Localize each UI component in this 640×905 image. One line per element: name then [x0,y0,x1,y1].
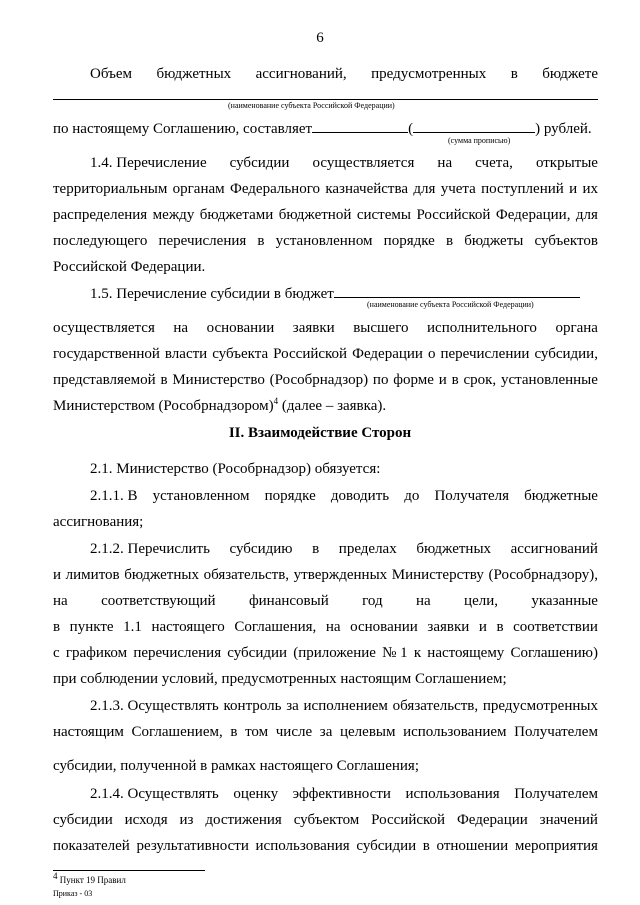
p211-line1 [53,486,598,506]
word: до [404,488,420,504]
p212-line6: при соблюдении условий, предусмотренных настоящим Соглашением; [53,671,507,687]
word: субъектов [534,233,598,249]
word: Федерации, [495,207,571,223]
amount-words-blank [413,132,535,133]
para15-line5-a: Министерством (Рособрнадзором) [53,398,274,414]
word: по [372,372,389,388]
word: представляемой [53,372,156,388]
footnote-line [53,871,126,886]
word: субъекта [212,346,269,362]
para1-line1 [53,64,598,84]
word: значений [539,812,598,828]
word: высшего [353,320,409,336]
word: в [160,372,168,388]
word: бюджетных [416,541,492,557]
p214-line2 [53,810,598,830]
word: в [230,724,238,740]
word: Российской [416,207,491,223]
word: на [53,593,68,609]
word: 2.1.3. Осуществлять [90,698,219,714]
region-caption-2: (наименование субъекта Российской Федерации) [367,300,534,309]
word: бюджетами [199,207,274,223]
word: мероприятия [514,838,598,854]
word: перечисления [133,645,222,661]
word: в [451,372,459,388]
footnote-text: Пункт 19 Правил [57,875,126,885]
para15-line2 [53,318,598,338]
word: настоящим [53,724,124,740]
word: Федерального [229,181,320,197]
word: (Рособрнадзору), [488,567,598,583]
word: Министерство [172,372,265,388]
word: обязательств, [392,698,479,714]
word: Российской [273,346,348,362]
para14-line1 [53,153,598,173]
word: (приложение [293,645,376,661]
para1-line3 [53,119,598,139]
word: обязательств, [203,567,290,583]
para1-line3-text: по настоящему Соглашению, составляет [53,121,313,137]
p213-line1 [53,696,598,716]
word: Федерации [352,346,423,362]
para15-line5 [53,396,598,416]
word: оценку [233,786,279,802]
word: за [286,698,299,714]
word: заявки [292,320,335,336]
word: субъектом [293,812,360,828]
section-heading: II. Взаимодействие Сторон [228,425,412,441]
word: субсидии [227,645,288,661]
word: числе [275,724,313,740]
word: субсидии [53,812,113,828]
word: исходя [124,812,168,828]
word: за [319,724,333,740]
word: и [569,181,578,197]
word: использования [405,786,500,802]
word: поступлений [481,181,564,197]
word: перечислении [440,346,530,362]
order-code: Приказ - 03 [53,889,93,898]
para15-line1-text: 1.5. Перечисление субсидии в бюджет [90,286,334,302]
word: 2.1.2. Перечислить [90,541,210,557]
rubles-text: ) рублей. [535,121,592,137]
word: форме [393,372,434,388]
word: указанные [531,593,598,609]
word: в [496,619,504,635]
word: бюджетной [278,207,352,223]
para14-line3 [53,205,598,225]
word: Российской [371,812,446,828]
p214-line1 [53,784,598,804]
word: Объем [90,66,132,82]
word: на [415,593,431,609]
word: Получателем [514,724,598,740]
word: Получателем [514,786,598,802]
word: соответствии [513,619,598,635]
para14-line2 [53,179,598,199]
word: порядке [264,488,316,504]
word: счета, [475,155,513,171]
word: основании [206,320,275,336]
footnote-mark: 4 [53,871,58,881]
word: на [173,320,189,336]
word: контроль [223,698,282,714]
region-caption: (наименование субъекта Российской Федерации) [228,101,395,110]
word: осуществляется [53,320,155,336]
amount-blank [312,132,408,133]
p214-line3 [53,836,598,856]
word: бюджетных [124,567,199,583]
word: ассигнований [510,541,598,557]
word: основании [350,619,418,635]
word: в [312,541,320,557]
word: отношении [436,838,509,854]
word: государственной [53,346,160,362]
word: использования [255,838,350,854]
para15-line4 [53,370,598,390]
p212-line2 [53,565,598,585]
word: перечисления [158,233,247,249]
word: из [179,812,194,828]
word: бюджеты [464,233,524,249]
word: бюджетных [156,66,232,82]
footnote-ref: 4 [273,396,279,406]
word: цели, [464,593,498,609]
word: пункте [69,619,114,635]
word: между [152,207,195,223]
word: лимитов [65,567,120,583]
word: 1.1 [123,619,142,635]
word: бюджетные [524,488,598,504]
word: графиком [65,645,128,661]
p211-line2: ассигнования; [53,514,144,530]
para15-line3 [53,344,598,364]
word: использованием [403,724,507,740]
p212-line4 [53,617,598,637]
region-blank-2 [334,297,580,298]
word: на [437,155,453,171]
word: в [445,233,454,249]
p213-line3: субсидии, полученной в рамках настоящего Соглашения; [53,758,419,774]
region-blank-line [53,99,598,100]
word: с [53,645,60,661]
word: о [427,346,436,362]
word: их [582,181,598,197]
word: год [362,593,383,609]
word: Соглашения, [234,619,317,635]
word: исполнительного [427,320,537,336]
word: установленные [501,372,598,388]
word: том [245,724,269,740]
word: ассигнований, [255,66,347,82]
word: на [325,619,341,635]
word: органам [172,181,225,197]
word: утвержденных [293,567,388,583]
word: в [510,66,518,82]
word: учета [440,181,476,197]
word: осуществляется [312,155,415,171]
footnote-rule [53,870,205,871]
word: для [413,181,436,197]
word: распределения [53,207,148,223]
word: показателей [53,838,130,854]
word: для [575,207,598,223]
word: порядке [383,233,435,249]
word: доводить [330,488,390,504]
word: предусмотренных [482,698,598,714]
word: субсидии [356,838,417,854]
word: целевым [339,724,396,740]
p212-line5 [53,643,598,663]
word: и [478,619,487,635]
p213-line2 [53,722,598,742]
word: настоящего [151,619,225,635]
word: настоящему [427,645,505,661]
open-paren: ( [408,121,414,137]
sum-caption: (сумма прописью) [448,136,511,145]
word: срок, [463,372,497,388]
p21-line: 2.1. Министерство (Рособрнадзор) обязуется: [90,461,381,477]
word: в [53,619,61,635]
p212-line1 [53,539,598,559]
word: пределах [338,541,397,557]
word: органа [555,320,598,336]
word: Соглашению) [510,645,598,661]
word: соответствующий [101,593,216,609]
word: и [438,372,447,388]
word: в [257,233,265,249]
word: предусмотренных [371,66,487,82]
word: субсидии [229,155,290,171]
word: казначейства [325,181,409,197]
word: Соглашением, [131,724,223,740]
para14-line5: Российской Федерации. [53,259,206,275]
word: заявки [427,619,470,635]
word: субсидии, [534,346,598,362]
word: № 1 [382,645,408,661]
word: Получателя [434,488,509,504]
word: 1.4. Перечисление [90,155,207,171]
word: установленном [275,233,373,249]
word: финансовый [248,593,329,609]
para15-line5-b: (далее – заявка). [278,398,387,414]
word: к [413,645,422,661]
word: достижения [205,812,282,828]
word: Федерации [456,812,528,828]
word: 2.1.1. В [90,488,138,504]
word: исполнением [303,698,388,714]
page-number: 6 [316,30,324,46]
word: 2.1.4. Осуществлять [90,786,219,802]
word: в [422,838,430,854]
word: эффективности [292,786,391,802]
word: результативности [136,838,249,854]
word: субсидию [229,541,293,557]
para14-line4 [53,231,598,251]
word: бюджете [542,66,598,82]
word: открытые [535,155,598,171]
word: (Рособрнадзор) [269,372,369,388]
p212-line3 [53,591,598,611]
word: установленном [152,488,250,504]
word: власти [164,346,208,362]
word: территориальным [53,181,168,197]
word: последующего [53,233,148,249]
word: Министерству [391,567,484,583]
word: и [53,567,62,583]
word: системы [356,207,411,223]
